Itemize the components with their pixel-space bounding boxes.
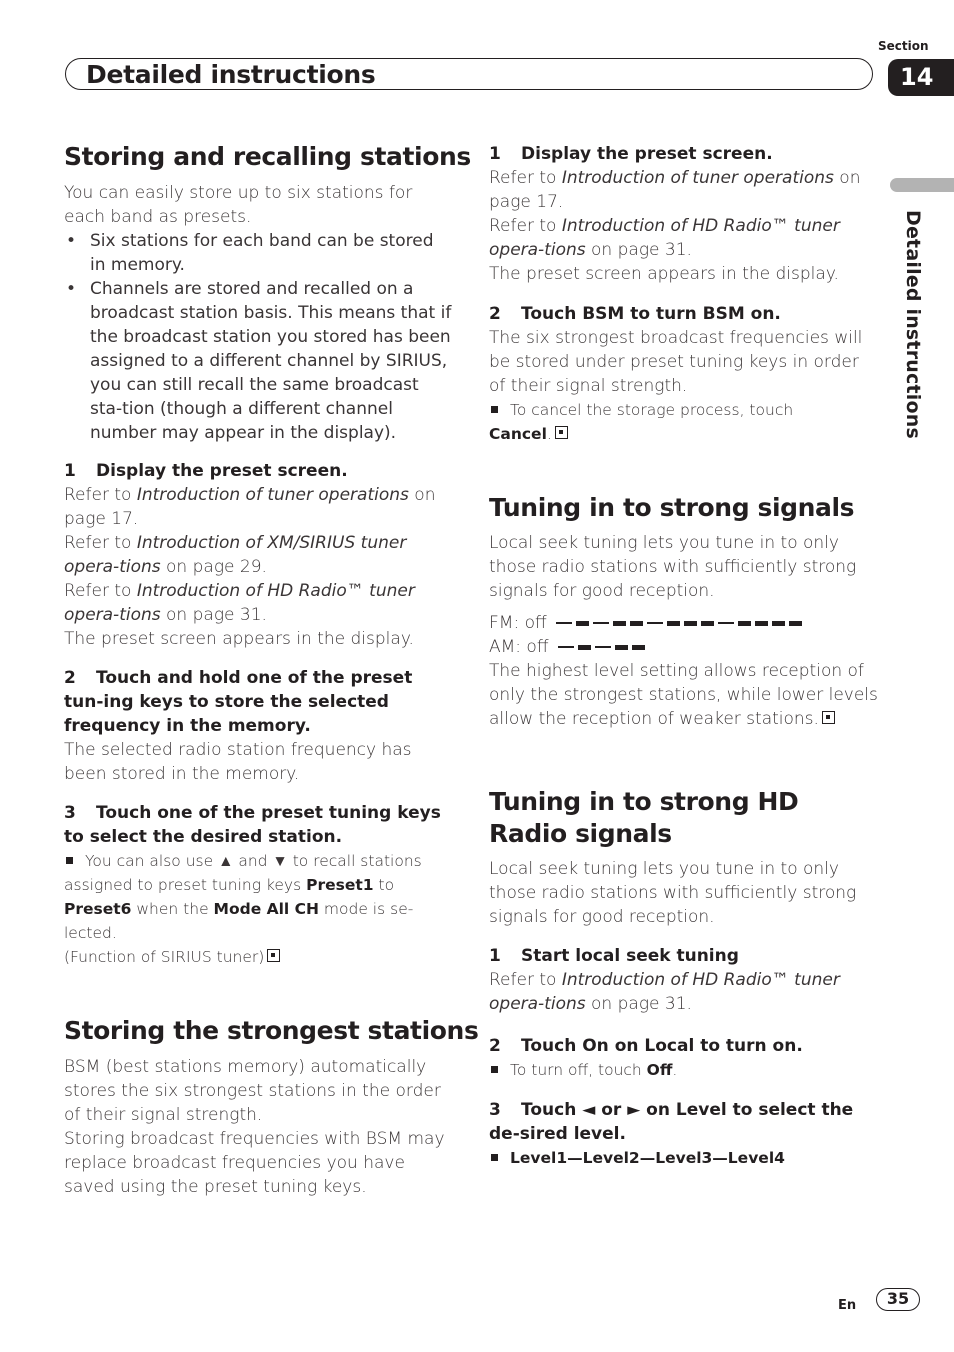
section-label: Section — [878, 39, 929, 53]
reference-text: Refer to Introduction of tuner operations on page 17. — [64, 485, 436, 529]
body-text: The highest level setting allows reception of only the strongest stations, while lower levels allow the reception of weaker stations. — [489, 661, 878, 729]
body-text: Local seek tuning lets you tune in to only those radio stations with sufficiently strong signals for good reception. — [489, 859, 857, 927]
fm-level-indicator — [556, 611, 806, 635]
hd-signals-title-line1: Tuning in to strong HD — [489, 787, 799, 816]
step-heading: 3 Touch one of the preset tuning keys to select the desired station. — [64, 803, 441, 847]
step-heading: 2 Touch BSM to turn BSM on. — [489, 304, 781, 324]
end-mark-icon — [822, 711, 835, 724]
right-step1-block — [489, 142, 879, 286]
hd-signals-block — [489, 857, 879, 929]
body-text: The six strongest broadcast frequencies will be stored under preset tuning keys in order of their signal strength. — [489, 328, 863, 396]
step-heading: 3 Touch ◄ or ► on Level to select the de-sired level. — [489, 1100, 854, 1144]
body-text: The selected radio station frequency has been stored in the memory. — [64, 740, 412, 784]
right-step2-block — [489, 302, 879, 446]
side-tab — [890, 178, 954, 192]
square-bullet-icon — [66, 857, 73, 864]
step-heading: 1 Display the preset screen. — [64, 461, 348, 481]
note-text: To turn off, touch Off. — [489, 1058, 879, 1082]
storing-intro-block — [64, 181, 452, 445]
square-bullet-icon — [491, 1154, 498, 1161]
square-bullet-icon — [491, 1066, 498, 1073]
strongest-block — [64, 1055, 452, 1199]
strong-signals-title: Tuning in to strong signals — [489, 493, 855, 522]
section-number-badge: 14 — [888, 59, 954, 96]
fm-levels: FM: off — [489, 611, 879, 635]
storing-step1-block — [64, 459, 452, 651]
list-item: • Channels are stored and recalled on a broadcast station basis. This means that if the broadcast station you stored has been assigned to a different channel by SIRIUS, you can still recall the same broadcast sta-tion (though a different channel number may appear in the display). — [64, 277, 452, 445]
page-number: 35 — [876, 1288, 920, 1311]
step-heading: 2 Touch On on Local to turn on. — [489, 1036, 803, 1056]
reference-text: Refer to Introduction of HD Radio™ tuner opera-tions on page 31. — [64, 581, 415, 625]
language-label: En — [838, 1298, 857, 1313]
am-levels: AM: off — [489, 635, 879, 659]
note-text: You can also use ▲ and ▼ to recall stations assigned to preset tuning keys Preset1 to Preset6 when the Mode All CH mode is se-lected. — [64, 852, 422, 942]
hd-step2-block — [489, 1034, 879, 1082]
reference-text: Refer to Introduction of HD Radio™ tuner opera-tions on page 31. — [489, 970, 840, 1014]
body-text: The preset screen appears in the display. — [64, 629, 414, 649]
reference-text: Refer to Introduction of HD Radio™ tuner opera-tions on page 31. — [489, 216, 840, 260]
storing-bullets — [64, 229, 452, 445]
square-bullet-icon — [491, 406, 498, 413]
step-heading: 2 Touch and hold one of the preset tun-ing keys to store the selected frequency in the memory. — [64, 668, 413, 736]
note-text: To cancel the storage process, touch — [489, 398, 879, 422]
end-mark-icon — [267, 949, 280, 962]
step-heading: 1 Display the preset screen. — [489, 144, 773, 164]
strongest-title: Storing the strongest stations — [64, 1016, 479, 1045]
storing-step3-block — [64, 801, 452, 969]
step-heading: 1 Start local seek tuning — [489, 946, 739, 966]
storing-title: Storing and recalling stations — [64, 142, 471, 171]
body-text: Storing broadcast frequencies with BSM may replace broadcast frequencies you have saved using the preset tuning keys. — [64, 1129, 445, 1197]
reference-text: Refer to Introduction of XM/SIRIUS tuner opera-tions on page 29. — [64, 533, 407, 577]
header-bar — [65, 58, 873, 90]
levels-list: Level1—Level2—Level3—Level4 — [489, 1146, 879, 1170]
list-item: • Six stations for each band can be stored in memory. — [64, 229, 452, 277]
am-level-indicator — [558, 635, 649, 659]
strong-signals-block — [489, 531, 879, 731]
body-text: The preset screen appears in the display. — [489, 264, 839, 284]
body-text: Local seek tuning lets you tune in to only those radio stations with sufficiently strong signals for good reception. — [489, 533, 857, 601]
storing-step2-block — [64, 666, 452, 786]
end-mark-icon — [555, 426, 568, 439]
body-text: BSM (best stations memory) automatically stores the six strongest stations in the order of their signal strength. — [64, 1057, 441, 1125]
hd-step1-block — [489, 944, 879, 1016]
hd-signals-title-line2: Radio signals — [489, 819, 672, 848]
note-text: (Function of SIRIUS tuner) — [64, 945, 452, 969]
reference-text: Refer to Introduction of tuner operations on page 17. — [489, 168, 861, 212]
hd-step3-block — [489, 1098, 879, 1170]
storing-intro: You can easily store up to six stations for each band as presets. — [64, 183, 413, 227]
note-text: Cancel. — [489, 422, 879, 446]
side-text: Detailed instructions — [902, 210, 924, 439]
header-title: Detailed instructions — [86, 60, 376, 89]
